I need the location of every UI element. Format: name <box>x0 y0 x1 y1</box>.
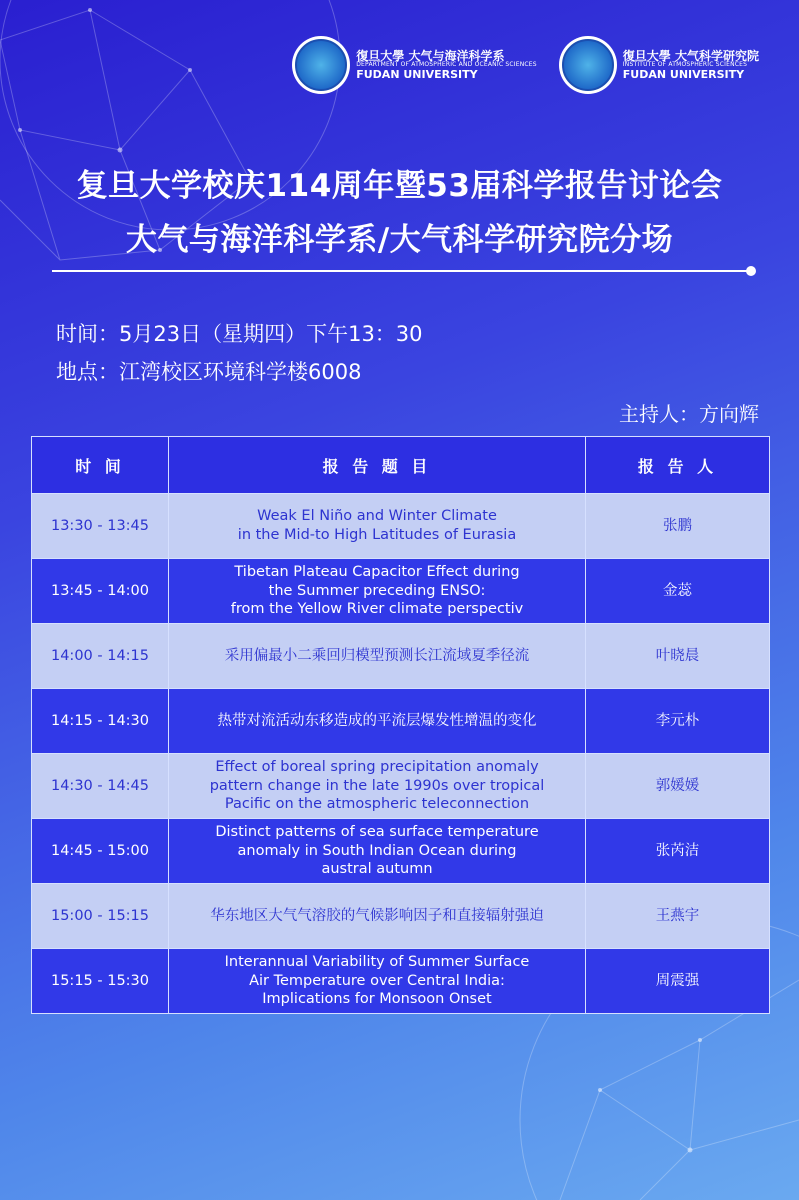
logo-university: FUDAN UNIVERSITY <box>356 67 478 81</box>
poster-title-line2: 大气与海洋科学系/大气科学研究院分场 <box>125 222 674 258</box>
talk-speaker: 李元朴 <box>586 689 770 754</box>
talk-title: Distinct patterns of sea surface temperature anomaly in South Indian Ocean during austral autumn <box>169 819 586 884</box>
schedule-body <box>32 494 770 1014</box>
talk-speaker: 叶晓晨 <box>586 624 770 689</box>
ias-logo <box>559 36 759 94</box>
talk-time: 14:45 - 15:00 <box>32 819 169 884</box>
schedule-row <box>32 949 770 1014</box>
talk-speaker: 张芮洁 <box>586 819 770 884</box>
schedule-row <box>32 494 770 559</box>
divider-line <box>52 270 752 272</box>
talk-title: 热带对流活动东移造成的平流层爆发性增温的变化 <box>169 689 586 754</box>
talk-time: 14:15 - 14:30 <box>32 689 169 754</box>
schedule-row <box>32 689 770 754</box>
talk-speaker: 周震强 <box>586 949 770 1014</box>
logo-dept-en: DEPARTMENT OF ATMOSPHERIC AND OCEANIC SCIENCES <box>356 61 537 69</box>
event-host: 主持人：方向辉 <box>619 402 759 426</box>
schedule-header-row <box>32 437 770 494</box>
talk-time: 14:00 - 14:15 <box>32 624 169 689</box>
talk-time: 13:30 - 13:45 <box>32 494 169 559</box>
talk-title: Tibetan Plateau Capacitor Effect during the Summer preceding ENSO: from the Yellow River climate perspectiv <box>169 559 586 624</box>
talk-time: 13:45 - 14:00 <box>32 559 169 624</box>
header-time: 时 间 <box>32 437 169 494</box>
logo-university: FUDAN UNIVERSITY <box>622 67 745 81</box>
ias-seal-icon <box>559 36 617 94</box>
logo-dept-cn: 大气科学研究院 <box>674 48 759 63</box>
schedule-row <box>32 624 770 689</box>
talk-title: 采用偏最小二乘回归模型预测长江流域夏季径流 <box>169 624 586 689</box>
talk-speaker: 张鹏 <box>586 494 770 559</box>
talk-time: 14:30 - 14:45 <box>32 754 169 819</box>
talk-speaker: 郭媛媛 <box>586 754 770 819</box>
poster-title-line1: 复旦大学校庆114周年暨53届科学报告讨论会 <box>76 168 723 204</box>
talk-speaker: 王燕宇 <box>586 884 770 949</box>
talk-time: 15:00 - 15:15 <box>32 884 169 949</box>
schedule-row <box>32 559 770 624</box>
logo-fudan-cn: 復旦大學 <box>622 48 671 63</box>
schedule-row <box>32 884 770 949</box>
header-title: 报 告 题 目 <box>169 437 586 494</box>
schedule-table <box>31 436 770 1014</box>
dept-aos-seal-icon <box>292 36 350 94</box>
talk-title: Interannual Variability of Summer Surface Air Temperature over Central India: Implications for Monsoon Onset <box>169 949 586 1014</box>
talk-speaker: 金蕊 <box>586 559 770 624</box>
logo-dept-cn: 大气与海洋科学系 <box>408 48 505 63</box>
divider-dot <box>746 266 756 276</box>
schedule-row <box>32 754 770 819</box>
event-time: 时间：5月23日（星期四）下午13：30 <box>56 322 423 346</box>
talk-title: Weak El Niño and Winter Climate in the Mid-to High Latitudes of Eurasia <box>169 494 586 559</box>
talk-time: 15:15 - 15:30 <box>32 949 169 1014</box>
dept-aos-logo <box>292 36 537 94</box>
talk-title: 华东地区大气气溶胶的气候影响因子和直接辐射强迫 <box>169 884 586 949</box>
talk-title: Effect of boreal spring precipitation anomaly pattern change in the late 1990s over tropical Pacific on the atmospheric teleconnection <box>169 754 586 819</box>
logo-group <box>292 36 759 94</box>
schedule-row <box>32 819 770 884</box>
logo-fudan-cn: 復旦大學 <box>356 48 405 63</box>
header-speaker: 报 告 人 <box>586 437 770 494</box>
event-location: 地点：江湾校区环境科学楼6008 <box>56 360 362 384</box>
logo-dept-en: INSTITUTE OF ATMOSPHERIC SCIENCES <box>622 61 748 69</box>
